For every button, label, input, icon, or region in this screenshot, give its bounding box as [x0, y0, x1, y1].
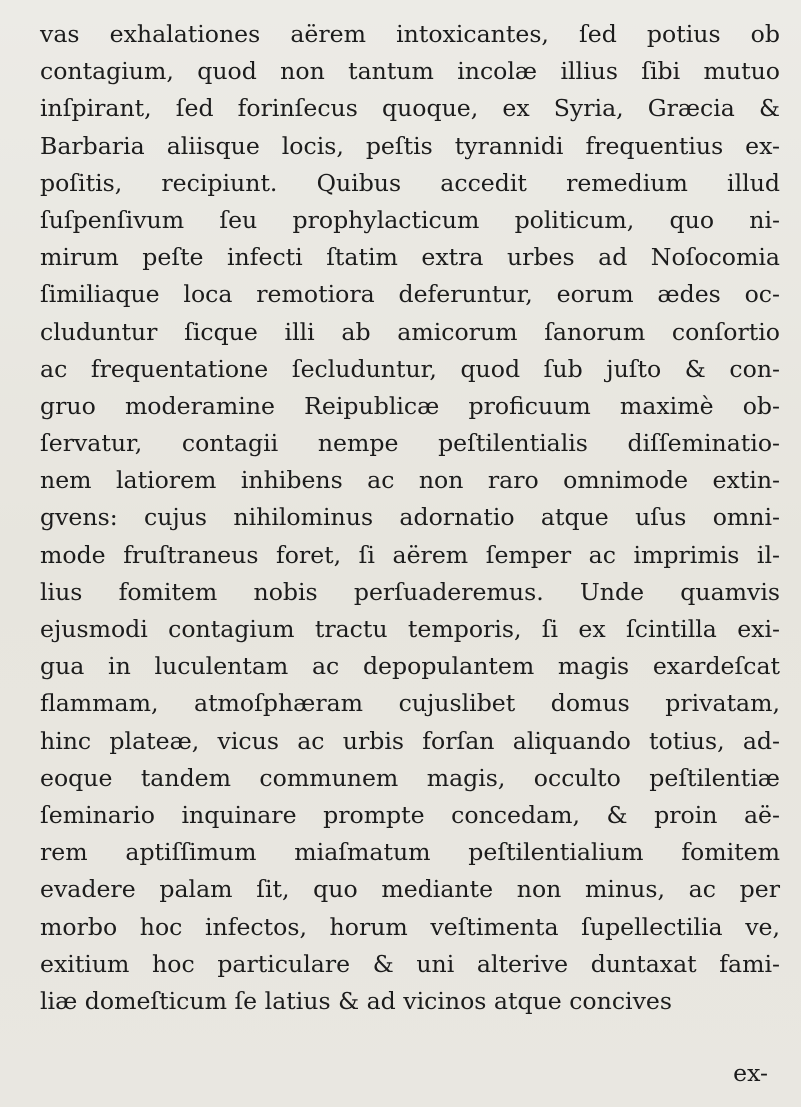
text-line: gruo moderamine Reipublicæ proficuum maximè ob-	[40, 391, 780, 420]
text-line: poſitis, recipiunt. Quibus accedit remedium illud	[40, 168, 780, 197]
text-line: ſimiliaque loca remotiora deferuntur, eorum ædes oc-	[40, 280, 780, 309]
text-line: evadere palam ſit, quo mediante non minus, ac per	[40, 875, 780, 904]
text-line: mode fruſtraneus foret, ſi aërem ſemper ac imprimis il-	[40, 540, 780, 569]
text-line: eoque tandem communem magis, occulto peſtilentiæ	[40, 763, 780, 792]
text-line: ſervatur, contagii nempe peſtilentialis diſſeminatio-	[40, 429, 780, 458]
text-line: flammam, atmoſphæram cujuslibet domus privatam,	[40, 689, 780, 718]
text-line: ejusmodi contagium tractu temporis, ſi ex ſcintilla exi-	[40, 615, 780, 643]
text-line: ſeminario inquinare prompte concedam, & proin aë-	[40, 800, 780, 829]
text-line: hinc plateæ, vicus ac urbis forſan aliquando totius, ad-	[40, 726, 780, 755]
text-line: ac frequentatione ſecluduntur, quod ſub juſto & con-	[40, 354, 780, 383]
text-line: cluduntur ſicque illi ab amicorum ſanorum conſortio	[40, 317, 780, 346]
text-line: gua in luculentam ac depopulantem magis exardeſcat	[40, 652, 780, 681]
text-line: Barbaria aliisque locis, peſtis tyrannidi frequentius ex-	[40, 131, 780, 160]
catchword: ex-	[733, 1059, 768, 1087]
text-line: rem aptiſſimum miaſmatum peſtilentialium fomitem	[40, 838, 780, 867]
text-line: mirum peſte infecti ſtatim extra urbes ad Noſocomia	[40, 243, 780, 272]
text-line: nem latiorem inhibens ac non raro omnimode extin-	[40, 466, 780, 495]
text-line: gvens: cujus nihilominus adornatio atque uſus omni-	[40, 503, 780, 532]
text-line: contagium, quod non tantum incolæ illius ſibi mutuo	[40, 57, 780, 86]
text-block	[40, 16, 780, 1020]
text-line: morbo hoc infectos, horum veſtimenta ſupellectilia ve,	[40, 912, 780, 941]
text-line: liæ domeſticum ſe latius & ad vicinos atque concives	[40, 986, 672, 1015]
text-line: vas exhalationes aërem intoxicantes, ſed potius ob	[40, 20, 780, 48]
text-line: lius fomitem nobis perſuaderemus. Unde quamvis	[40, 577, 780, 606]
text-line: inſpirant, ſed forinſecus quoque, ex Syria, Græcia &	[40, 94, 780, 123]
text-line: ſuſpenſivum ſeu prophylacticum politicum, quo ni-	[40, 205, 780, 234]
text-line: exitium hoc particulare & uni alterive duntaxat fami-	[40, 949, 780, 978]
